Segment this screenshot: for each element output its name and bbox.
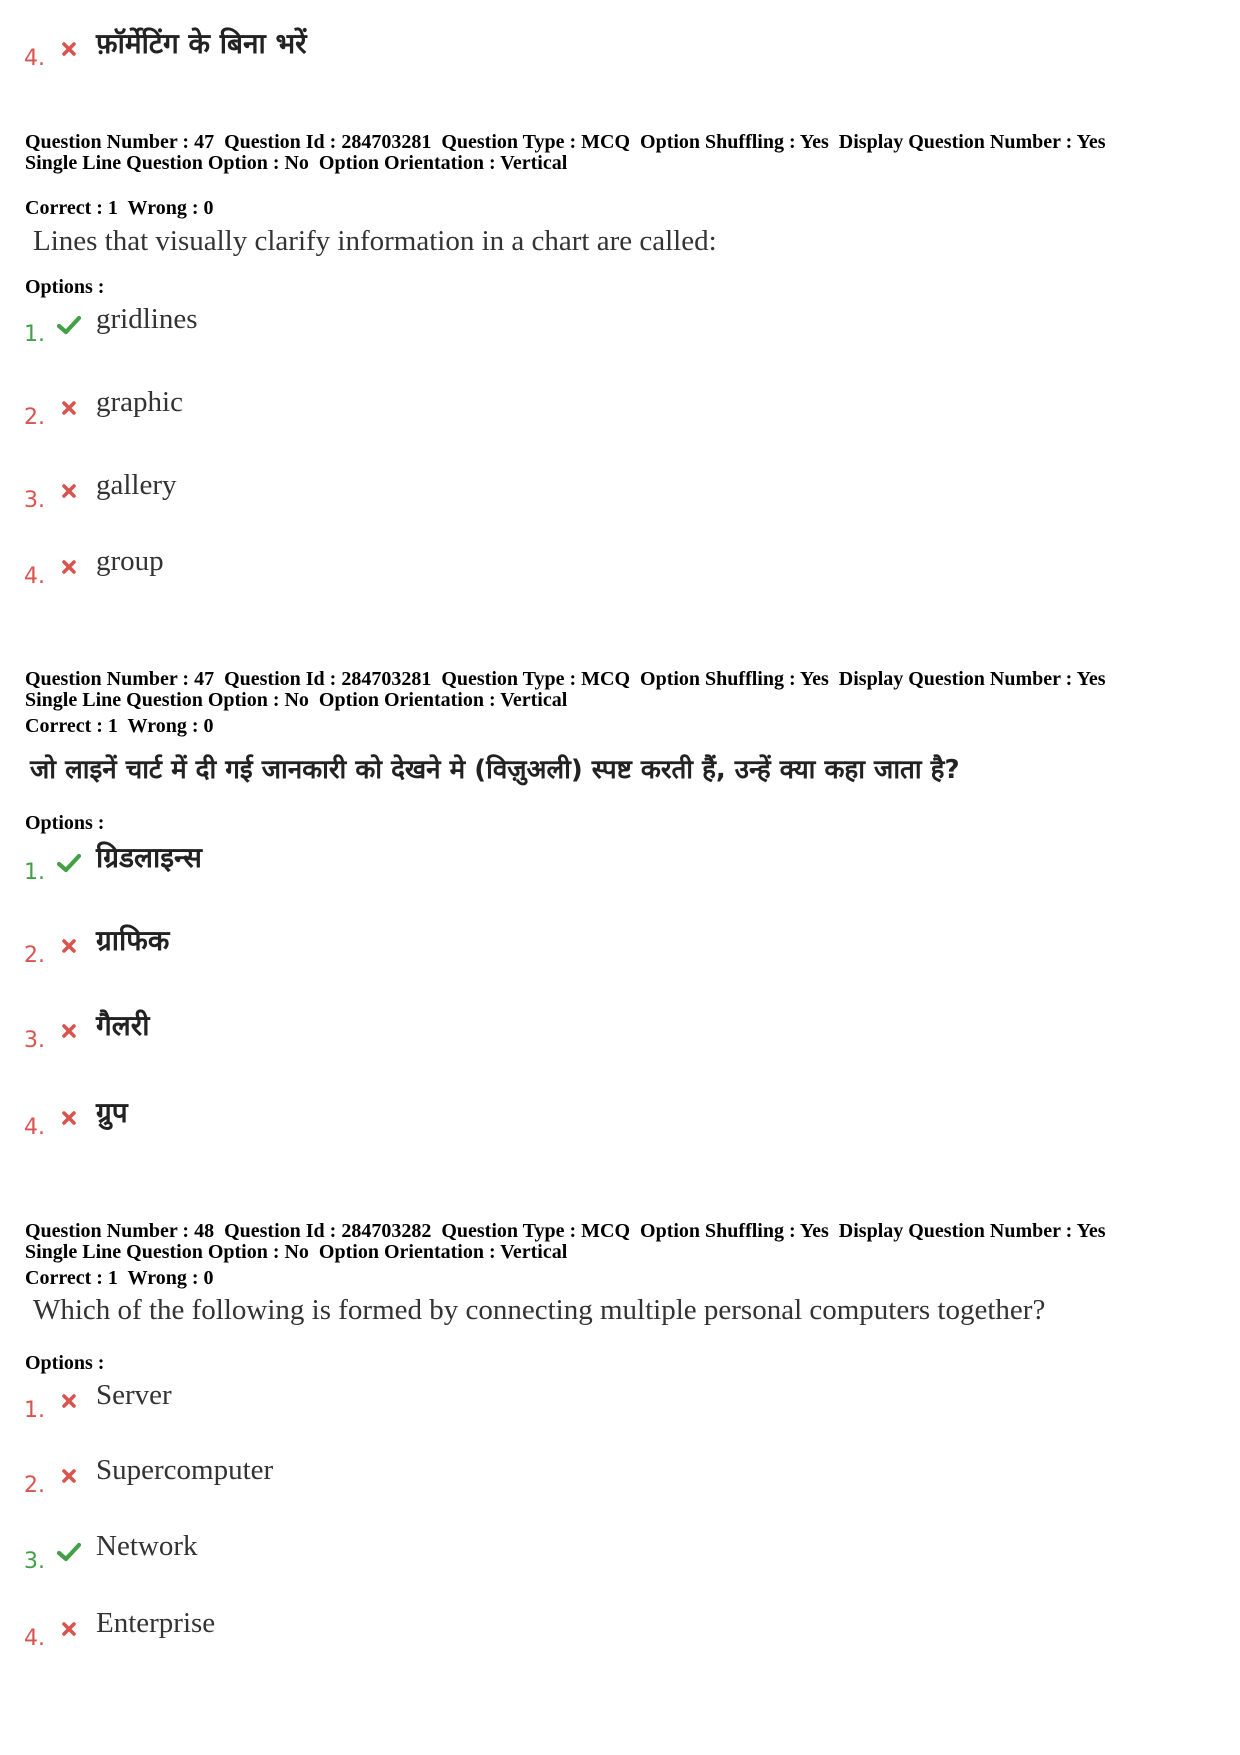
option-text: Server <box>96 1379 172 1411</box>
cross-icon <box>54 1016 84 1046</box>
option-text: ग्राफिक <box>96 924 170 957</box>
option-row <box>24 542 164 590</box>
cross-icon <box>54 34 84 64</box>
option-row <box>24 1527 197 1575</box>
option-text: gridlines <box>96 303 198 335</box>
cross-icon <box>54 1103 84 1133</box>
check-icon <box>54 310 84 340</box>
option-number: 3. <box>24 1028 45 1053</box>
option-number: 1. <box>24 1398 45 1423</box>
meta-line-1: Question Number : 47 Question Id : 284703281 Question Type : MCQ Option Shuffling : Yes Display Question Number : Yes <box>25 668 1106 690</box>
cross-icon <box>54 1461 84 1491</box>
option-row <box>24 383 183 431</box>
option-row <box>24 24 307 72</box>
option-row <box>24 921 169 969</box>
option-row <box>24 466 177 514</box>
option-row <box>24 300 198 348</box>
score-line: Correct : 1 Wrong : 0 <box>25 1267 214 1289</box>
option-number: 3. <box>24 488 45 513</box>
option-number: 1. <box>24 322 45 347</box>
option-number: 4. <box>24 46 45 71</box>
options-label: Options : <box>25 276 105 298</box>
question-meta <box>25 669 1105 711</box>
option-text: Enterprise <box>96 1607 216 1639</box>
option-row <box>24 1451 273 1499</box>
cross-icon <box>54 476 84 506</box>
cross-icon <box>54 552 84 582</box>
option-row <box>24 838 202 886</box>
question-text: जो लाइनें चार्ट में दी गई जानकारी को देखने मे (विज़ुअली) स्पष्ट करती हैं, उन्हें क्या कहा जाता है? <box>30 755 960 785</box>
option-number: 4. <box>24 564 45 589</box>
cross-icon <box>54 931 84 961</box>
meta-line-2: Single Line Question Option : No Option Orientation : Vertical <box>25 152 568 174</box>
meta-line-1: Question Number : 47 Question Id : 284703281 Question Type : MCQ Option Shuffling : Yes Display Question Number : Yes <box>25 131 1106 153</box>
option-number: 2. <box>24 1473 45 1498</box>
question-meta <box>25 132 1105 174</box>
option-text: gallery <box>96 469 177 501</box>
option-number: 2. <box>24 405 45 430</box>
option-number: 1. <box>24 860 45 885</box>
check-icon <box>54 848 84 878</box>
meta-line-1: Question Number : 48 Question Id : 284703282 Question Type : MCQ Option Shuffling : Yes Display Question Number : Yes <box>25 1220 1106 1242</box>
option-text: Supercomputer <box>96 1454 274 1486</box>
cross-icon <box>54 393 84 423</box>
option-number: 4. <box>24 1115 45 1140</box>
option-number: 3. <box>24 1549 45 1574</box>
score-line: Correct : 1 Wrong : 0 <box>25 197 214 219</box>
options-label: Options : <box>25 1352 105 1374</box>
options-label: Options : <box>25 812 105 834</box>
option-number: 2. <box>24 943 45 968</box>
option-text: ग्रिडलाइन्स <box>96 841 202 874</box>
option-text: गैलरी <box>96 1009 150 1042</box>
question-text: Which of the following is formed by connecting multiple personal computers together? <box>33 1294 1046 1326</box>
option-text: फ़ॉर्मेटिंग के बिना भरें <box>96 27 307 60</box>
option-text: graphic <box>96 386 183 418</box>
option-text: ग्रुप <box>96 1096 128 1129</box>
option-row <box>24 1604 215 1652</box>
cross-icon <box>54 1386 84 1416</box>
question-meta <box>25 1221 1105 1263</box>
question-text: Lines that visually clarify information in a chart are called: <box>33 225 717 257</box>
check-icon <box>54 1537 84 1567</box>
option-text: group <box>96 545 164 577</box>
option-row <box>24 1006 149 1054</box>
meta-line-2: Single Line Question Option : No Option Orientation : Vertical <box>25 1241 568 1263</box>
cross-icon <box>54 1614 84 1644</box>
option-text: Network <box>96 1530 198 1562</box>
option-row <box>24 1376 172 1424</box>
meta-line-2: Single Line Question Option : No Option Orientation : Vertical <box>25 689 568 711</box>
score-line: Correct : 1 Wrong : 0 <box>25 715 214 737</box>
option-row <box>24 1093 128 1141</box>
option-number: 4. <box>24 1626 45 1651</box>
